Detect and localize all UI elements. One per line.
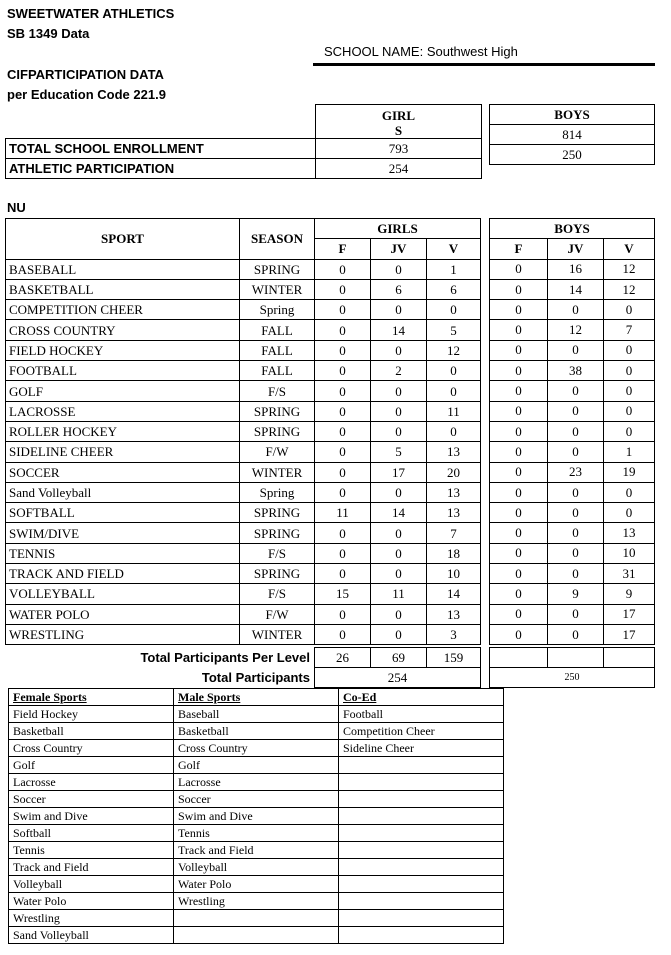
male-sport: Soccer xyxy=(174,791,339,808)
girls-total-participants: 254 xyxy=(315,668,481,688)
male-sport: Baseball xyxy=(174,706,339,723)
girls-jv-count: 0 xyxy=(371,259,427,279)
boys-row xyxy=(490,584,655,604)
sport-name: GOLF xyxy=(6,381,240,401)
girls-v-count: 0 xyxy=(427,300,481,320)
boys-f-count: 0 xyxy=(490,604,548,624)
sport-name: LACROSSE xyxy=(6,401,240,421)
sport-row xyxy=(6,503,481,523)
girls-jv-count: 0 xyxy=(371,604,427,624)
sport-name: TRACK AND FIELD xyxy=(6,564,240,584)
girls-v-count: 18 xyxy=(427,543,481,563)
boys-jv-count: 0 xyxy=(548,543,604,563)
female-sport: Water Polo xyxy=(9,893,174,910)
sport-row xyxy=(6,381,481,401)
boys-jv-count: 0 xyxy=(548,624,604,644)
total-participants-label: Total Participants xyxy=(201,670,310,685)
sport-name: Sand Volleyball xyxy=(6,482,240,502)
girls-f-count: 0 xyxy=(315,482,371,502)
boys-total-participants: 250 xyxy=(490,668,655,688)
male-sports-header: Male Sports xyxy=(174,689,339,706)
boys-level-v: V xyxy=(604,239,655,259)
boys-f-count: 0 xyxy=(490,462,548,482)
girls-jv-count: 0 xyxy=(371,421,427,441)
female-sport: Soccer xyxy=(9,791,174,808)
male-sport: Tennis xyxy=(174,825,339,842)
school-underline xyxy=(313,63,655,66)
female-sport: Softball xyxy=(9,825,174,842)
girls-jv-count: 14 xyxy=(371,320,427,340)
female-sport: Golf xyxy=(9,757,174,774)
boys-row xyxy=(490,300,655,320)
girls-jv-count: 14 xyxy=(371,503,427,523)
boys-f-count: 0 xyxy=(490,482,548,502)
girls-f-count: 0 xyxy=(315,361,371,381)
boys-f-count: 0 xyxy=(490,259,548,279)
boys-level-jv: JV xyxy=(548,239,604,259)
sport-row xyxy=(6,564,481,584)
boys-v-count: 1 xyxy=(604,442,655,462)
female-sport: Lacrosse xyxy=(9,774,174,791)
boys-row xyxy=(490,320,655,340)
sport-name: VOLLEYBALL xyxy=(6,584,240,604)
sport-row xyxy=(6,584,481,604)
coed-sport xyxy=(339,842,504,859)
coed-header: Co-Ed xyxy=(339,689,504,706)
girls-heading-line2: S xyxy=(394,123,403,138)
girls-total-f: 26 xyxy=(315,648,371,668)
girls-v-count: 13 xyxy=(427,442,481,462)
boys-v-count: 0 xyxy=(604,361,655,381)
boys-v-count: 0 xyxy=(604,482,655,502)
boys-v-count: 0 xyxy=(604,503,655,523)
sports-list-row xyxy=(9,927,504,944)
boys-row xyxy=(490,523,655,543)
girls-jv-count: 2 xyxy=(371,361,427,381)
male-sport: Cross Country xyxy=(174,740,339,757)
sport-name: FIELD HOCKEY xyxy=(6,340,240,360)
sport-name: SOFTBALL xyxy=(6,503,240,523)
sport-name: WRESTLING xyxy=(6,624,240,644)
male-sport: Wrestling xyxy=(174,893,339,910)
sport-name: SIDELINE CHEER xyxy=(6,442,240,462)
boys-v-count: 13 xyxy=(604,523,655,543)
girls-v-count: 1 xyxy=(427,259,481,279)
girls-v-count: 20 xyxy=(427,462,481,482)
coed-sport xyxy=(339,791,504,808)
female-sports-header: Female Sports xyxy=(9,689,174,706)
girls-v-count: 11 xyxy=(427,401,481,421)
sport-row xyxy=(6,442,481,462)
girls-v-count: 7 xyxy=(427,523,481,543)
boys-f-count: 0 xyxy=(490,442,548,462)
boys-row xyxy=(490,381,655,401)
boys-v-count: 19 xyxy=(604,462,655,482)
coed-sport xyxy=(339,910,504,927)
girls-athletic-participation: 254 xyxy=(316,159,482,179)
sport-name: SOCCER xyxy=(6,462,240,482)
male-sport: Water Polo xyxy=(174,876,339,893)
boys-v-count: 0 xyxy=(604,340,655,360)
boys-row xyxy=(490,482,655,502)
participation-grid xyxy=(5,218,481,645)
girls-v-count: 13 xyxy=(427,482,481,502)
girls-jv-count: 0 xyxy=(371,624,427,644)
boys-jv-count: 0 xyxy=(548,564,604,584)
boys-row xyxy=(490,401,655,421)
sports-list-row xyxy=(9,740,504,757)
boys-v-count: 10 xyxy=(604,543,655,563)
female-sport: Basketball xyxy=(9,723,174,740)
sports-list-row xyxy=(9,723,504,740)
boys-v-count: 12 xyxy=(604,259,655,279)
sport-season: SPRING xyxy=(240,259,315,279)
girls-jv-count: 0 xyxy=(371,543,427,563)
sport-season: FALL xyxy=(240,320,315,340)
coed-sport xyxy=(339,927,504,944)
girls-jv-count: 0 xyxy=(371,523,427,543)
boys-f-count: 0 xyxy=(490,340,548,360)
girls-total-jv: 69 xyxy=(371,648,427,668)
total-enrollment-label: TOTAL SCHOOL ENROLLMENT xyxy=(6,139,316,159)
coed-sport: Football xyxy=(339,706,504,723)
boys-row xyxy=(490,421,655,441)
athletic-participation-label: ATHLETIC PARTICIPATION xyxy=(6,159,316,179)
boys-f-count: 0 xyxy=(490,503,548,523)
sport-row xyxy=(6,523,481,543)
boys-jv-count: 38 xyxy=(548,361,604,381)
sport-season: F/S xyxy=(240,543,315,563)
female-sport: Sand Volleyball xyxy=(9,927,174,944)
sports-list-row xyxy=(9,893,504,910)
girls-header: GIRLS xyxy=(315,219,481,239)
girls-f-count: 0 xyxy=(315,259,371,279)
boys-grid xyxy=(489,218,655,645)
girls-jv-count: 17 xyxy=(371,462,427,482)
girls-v-count: 0 xyxy=(427,381,481,401)
girls-jv-count: 0 xyxy=(371,381,427,401)
girls-v-count: 0 xyxy=(427,421,481,441)
male-sport xyxy=(174,910,339,927)
boys-jv-count: 0 xyxy=(548,381,604,401)
section-title: CIFPARTICIPATION DATA xyxy=(7,67,164,82)
boys-jv-count: 0 xyxy=(548,604,604,624)
sports-list-row xyxy=(9,859,504,876)
girls-v-count: 14 xyxy=(427,584,481,604)
boys-row xyxy=(490,503,655,523)
girls-level-jv: JV xyxy=(371,239,427,259)
sport-name: WATER POLO xyxy=(6,604,240,624)
boys-v-count: 0 xyxy=(604,421,655,441)
boys-jv-count: 0 xyxy=(548,503,604,523)
boys-jv-count: 0 xyxy=(548,300,604,320)
coed-sport xyxy=(339,876,504,893)
sport-season: SPRING xyxy=(240,564,315,584)
enrollment-table xyxy=(5,104,482,179)
sport-name: SWIM/DIVE xyxy=(6,523,240,543)
boys-jv-count: 0 xyxy=(548,482,604,502)
girls-f-count: 0 xyxy=(315,340,371,360)
boys-total-f xyxy=(490,648,548,668)
boys-f-count: 0 xyxy=(490,320,548,340)
boys-f-count: 0 xyxy=(490,421,548,441)
female-sport: Cross Country xyxy=(9,740,174,757)
sport-season: F/W xyxy=(240,442,315,462)
sport-season: WINTER xyxy=(240,462,315,482)
sport-name: FOOTBALL xyxy=(6,361,240,381)
male-sport xyxy=(174,927,339,944)
girls-jv-count: 0 xyxy=(371,482,427,502)
boys-row xyxy=(490,624,655,644)
sports-list-table xyxy=(8,688,504,944)
boys-jv-count: 0 xyxy=(548,401,604,421)
sport-season: F/W xyxy=(240,604,315,624)
education-code: per Education Code 221.9 xyxy=(7,87,166,102)
girls-level-v: V xyxy=(427,239,481,259)
sport-season: SPRING xyxy=(240,523,315,543)
org-title: SWEETWATER ATHLETICS xyxy=(7,6,175,21)
girls-f-count: 0 xyxy=(315,279,371,299)
boys-jv-count: 16 xyxy=(548,259,604,279)
sports-list-row xyxy=(9,774,504,791)
male-sport: Swim and Dive xyxy=(174,808,339,825)
boys-f-count: 0 xyxy=(490,279,548,299)
boys-v-count: 31 xyxy=(604,564,655,584)
boys-jv-count: 23 xyxy=(548,462,604,482)
sport-season: SPRING xyxy=(240,421,315,441)
girls-v-count: 13 xyxy=(427,604,481,624)
girls-f-count: 0 xyxy=(315,300,371,320)
sport-season: WINTER xyxy=(240,624,315,644)
boys-f-count: 0 xyxy=(490,381,548,401)
boys-v-count: 0 xyxy=(604,300,655,320)
sport-row xyxy=(6,340,481,360)
girls-total-v: 159 xyxy=(443,649,464,665)
boys-f-count: 0 xyxy=(490,361,548,381)
male-sport: Volleyball xyxy=(174,859,339,876)
sports-list-row xyxy=(9,706,504,723)
boys-f-count: 0 xyxy=(490,300,548,320)
girls-v-count: 13 xyxy=(427,503,481,523)
boys-f-count: 0 xyxy=(490,624,548,644)
girls-f-count: 0 xyxy=(315,401,371,421)
girls-f-count: 0 xyxy=(315,442,371,462)
boys-jv-count: 0 xyxy=(548,442,604,462)
sport-row xyxy=(6,259,481,279)
sport-season: SPRING xyxy=(240,401,315,421)
sport-row xyxy=(6,279,481,299)
girls-v-count: 12 xyxy=(427,340,481,360)
sport-name: BASKETBALL xyxy=(6,279,240,299)
boys-total-jv xyxy=(548,648,604,668)
girls-totals xyxy=(314,647,481,688)
boys-v-count: 0 xyxy=(604,401,655,421)
sport-row xyxy=(6,543,481,563)
coed-sport xyxy=(339,757,504,774)
boys-row xyxy=(490,259,655,279)
boys-row xyxy=(490,340,655,360)
boys-row xyxy=(490,543,655,563)
boys-totals xyxy=(489,647,655,688)
boys-f-count: 0 xyxy=(490,564,548,584)
sports-list-row xyxy=(9,791,504,808)
male-sport: Track and Field xyxy=(174,842,339,859)
sport-row xyxy=(6,624,481,644)
girls-f-count: 0 xyxy=(315,604,371,624)
girls-v-count: 0 xyxy=(427,361,481,381)
coed-sport xyxy=(339,825,504,842)
boys-v-count: 12 xyxy=(604,279,655,299)
boys-v-count: 17 xyxy=(604,624,655,644)
school-name: SCHOOL NAME: Southwest High xyxy=(324,44,518,59)
boys-jv-count: 0 xyxy=(548,340,604,360)
boys-athletic-participation: 250 xyxy=(490,145,655,165)
sports-list-row xyxy=(9,910,504,927)
coed-sport: Competition Cheer xyxy=(339,723,504,740)
boys-jv-count: 12 xyxy=(548,320,604,340)
sport-row xyxy=(6,482,481,502)
coed-sport: Sideline Cheer xyxy=(339,740,504,757)
boys-v-count: 7 xyxy=(604,320,655,340)
girls-jv-count: 0 xyxy=(371,300,427,320)
girls-jv-count: 0 xyxy=(371,340,427,360)
female-sport: Tennis xyxy=(9,842,174,859)
girls-f-count: 15 xyxy=(315,584,371,604)
sport-name: TENNIS xyxy=(6,543,240,563)
sport-season: Spring xyxy=(240,300,315,320)
boys-row xyxy=(490,442,655,462)
sport-row xyxy=(6,361,481,381)
coed-sport xyxy=(339,808,504,825)
sport-row xyxy=(6,300,481,320)
sport-row xyxy=(6,320,481,340)
sport-season: WINTER xyxy=(240,279,315,299)
girls-f-count: 0 xyxy=(315,381,371,401)
girls-jv-count: 5 xyxy=(371,442,427,462)
sports-list-row xyxy=(9,808,504,825)
girls-enrollment-header xyxy=(316,105,482,139)
per-level-label: Total Participants Per Level xyxy=(140,650,310,665)
girls-f-count: 0 xyxy=(315,462,371,482)
female-sport: Field Hockey xyxy=(9,706,174,723)
female-sport: Wrestling xyxy=(9,910,174,927)
sports-list-row xyxy=(9,825,504,842)
female-sport: Swim and Dive xyxy=(9,808,174,825)
bill-label: SB 1349 Data xyxy=(7,26,90,41)
boys-total-enrollment: 814 xyxy=(490,125,655,145)
boys-row xyxy=(490,279,655,299)
boys-jv-count: 0 xyxy=(548,523,604,543)
sport-season: SPRING xyxy=(240,503,315,523)
boys-v-count: 17 xyxy=(604,604,655,624)
girls-jv-count: 0 xyxy=(371,401,427,421)
girls-f-count: 0 xyxy=(315,543,371,563)
boys-v-count: 0 xyxy=(604,381,655,401)
girls-v-count: 5 xyxy=(427,320,481,340)
girls-f-count: 0 xyxy=(315,421,371,441)
boys-f-count: 0 xyxy=(490,401,548,421)
sport-row xyxy=(6,401,481,421)
sport-row xyxy=(6,462,481,482)
boys-row xyxy=(490,462,655,482)
girls-f-count: 0 xyxy=(315,564,371,584)
male-sport: Golf xyxy=(174,757,339,774)
boys-row xyxy=(490,564,655,584)
girls-level-f: F xyxy=(315,239,371,259)
boys-f-count: 0 xyxy=(490,523,548,543)
girls-jv-count: 0 xyxy=(371,564,427,584)
male-sport: Lacrosse xyxy=(174,774,339,791)
female-sport: Track and Field xyxy=(9,859,174,876)
boys-header: BOYS xyxy=(490,219,655,239)
sport-name: CROSS COUNTRY xyxy=(6,320,240,340)
boys-f-count: 0 xyxy=(490,543,548,563)
girls-total-enrollment: 793 xyxy=(316,139,482,159)
season-header: SEASON xyxy=(240,219,315,260)
sport-season: FALL xyxy=(240,340,315,360)
sport-name: BASEBALL xyxy=(6,259,240,279)
sport-season: FALL xyxy=(240,361,315,381)
girls-f-count: 0 xyxy=(315,320,371,340)
sport-season: F/S xyxy=(240,584,315,604)
girls-jv-count: 11 xyxy=(371,584,427,604)
girls-v-count: 10 xyxy=(427,564,481,584)
sport-row xyxy=(6,421,481,441)
boys-f-count: 0 xyxy=(490,584,548,604)
boys-enrollment-table xyxy=(489,104,655,165)
boys-v-count: 9 xyxy=(604,584,655,604)
sports-list-row xyxy=(9,876,504,893)
sport-name: ROLLER HOCKEY xyxy=(6,421,240,441)
girls-f-count: 0 xyxy=(315,624,371,644)
boys-jv-count: 0 xyxy=(548,421,604,441)
girls-f-count: 11 xyxy=(315,503,371,523)
boys-row xyxy=(490,361,655,381)
sport-header: SPORT xyxy=(6,219,240,260)
boys-level-f: F xyxy=(490,239,548,259)
girls-v-count: 3 xyxy=(427,624,481,644)
sport-row xyxy=(6,604,481,624)
girls-jv-count: 6 xyxy=(371,279,427,299)
sport-season: Spring xyxy=(240,482,315,502)
male-sport: Basketball xyxy=(174,723,339,740)
coed-sport xyxy=(339,859,504,876)
sports-list-row xyxy=(9,757,504,774)
boys-total-v xyxy=(604,648,655,668)
boys-jv-count: 14 xyxy=(548,279,604,299)
girls-f-count: 0 xyxy=(315,523,371,543)
coed-sport xyxy=(339,893,504,910)
sports-list-row xyxy=(9,842,504,859)
sport-name: COMPETITION CHEER xyxy=(6,300,240,320)
boys-jv-count: 9 xyxy=(548,584,604,604)
sport-season: F/S xyxy=(240,381,315,401)
female-sport: Volleyball xyxy=(9,876,174,893)
coed-sport xyxy=(339,774,504,791)
nu-label: NU xyxy=(7,200,26,215)
girls-heading-line1: GIRL xyxy=(381,108,416,123)
girls-v-count: 6 xyxy=(427,279,481,299)
boys-enrollment-header: BOYS xyxy=(490,105,655,125)
boys-row xyxy=(490,604,655,624)
